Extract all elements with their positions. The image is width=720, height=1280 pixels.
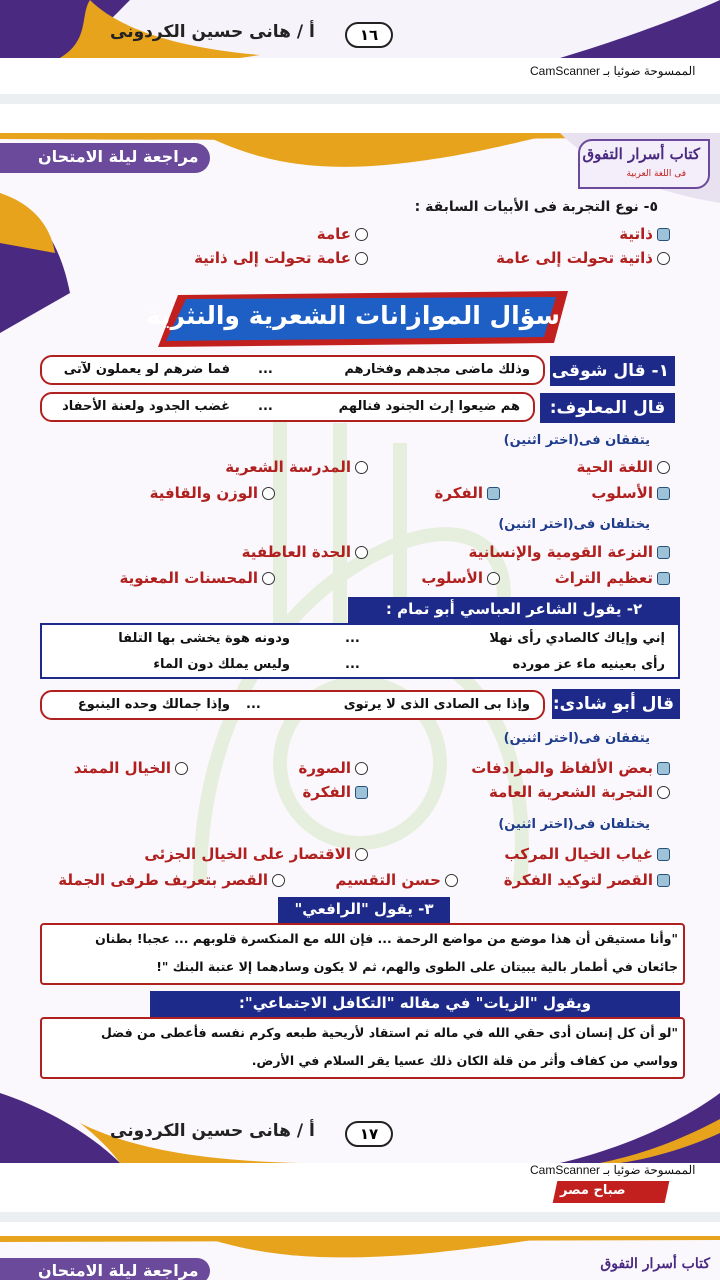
radio-checked-icon bbox=[657, 546, 670, 559]
abu-tammam-heading: ٢- يقول الشاعر العباسي أبو تمام : bbox=[348, 597, 680, 623]
maalouf-label: قال المعلوف: bbox=[540, 393, 675, 423]
radio-icon bbox=[355, 252, 368, 265]
shawqi-verse-first: وذلك ماضى مجدهم وفخارهم bbox=[344, 362, 530, 377]
radio-checked-icon bbox=[657, 228, 670, 241]
group1-agree-option-2[interactable]: المدرسة الشعرية bbox=[225, 458, 368, 476]
zayyat-line-1: "لو أن كل إنسان أدى حقي الله في ماله ثم استقاد لأريحية طبعه وكرم نفسه فأعطى من فضل bbox=[100, 1025, 678, 1040]
abu-tammam-line1-dots: ... bbox=[345, 631, 360, 646]
group2-agree-option-5[interactable]: الفكرة bbox=[303, 783, 368, 801]
page-gap-top bbox=[0, 94, 720, 104]
exam-review-page bbox=[0, 133, 720, 1163]
question-5: ٥- نوع التجربة فى الأبيات السابقة : bbox=[414, 199, 658, 215]
group1-differ-option-4[interactable]: الأسلوب bbox=[421, 569, 500, 587]
maalouf-verse-first: هم ضيعوا إرث الجنود فنالهم bbox=[338, 399, 520, 414]
previous-page-author: أ / هانى حسين الكردونى bbox=[110, 22, 315, 42]
camscanner-notice-bottom: الممسوحة ضوئيا بـ CamScanner bbox=[530, 1163, 696, 1177]
abu-tammam-line2-dots: ... bbox=[345, 657, 360, 672]
radio-icon bbox=[355, 228, 368, 241]
group2-differ-option-3[interactable]: القصر لتوكيد الفكرة bbox=[504, 871, 670, 889]
shawqi-verse-second: فما ضرهم لو يعملون لآتى bbox=[63, 362, 230, 377]
radio-checked-icon bbox=[657, 572, 670, 585]
next-header-label: مراجعة ليلة الامتحان bbox=[38, 1261, 199, 1280]
q5-option-2[interactable]: عامة bbox=[317, 225, 368, 243]
rafii-heading: ٣- يقول "الرافعي" bbox=[278, 897, 450, 923]
radio-icon bbox=[355, 762, 368, 775]
book-logo bbox=[578, 139, 710, 189]
group2-agree-option-1[interactable]: بعض الألفاظ والمرادفات bbox=[471, 759, 670, 777]
radio-icon bbox=[355, 546, 368, 559]
radio-icon bbox=[262, 572, 275, 585]
next-page-header bbox=[0, 1236, 720, 1280]
site-watermark-brand-b: مصر bbox=[560, 1183, 589, 1198]
site-watermark-brand-a: صباح bbox=[593, 1183, 626, 1198]
zayyat-heading: ويقول "الزيات" في مقاله "التكافل الاجتماعي": bbox=[150, 991, 680, 1017]
shawqi-label: ١- قال شوقى: bbox=[550, 356, 675, 386]
next-book-logo: كتاب أسرار التفوق bbox=[600, 1256, 710, 1272]
radio-checked-icon bbox=[657, 487, 670, 500]
footer-page-number: ١٧ bbox=[345, 1121, 393, 1147]
previous-page-footer bbox=[0, 0, 720, 58]
rafii-line-2: جائعان في أطمار بالية يبيتان على الطوى والهم، ثم لا يكون وسادهما إلا عتبة البنك "! bbox=[156, 959, 678, 974]
abu-shadi-verse-dots: ... bbox=[246, 697, 261, 712]
radio-icon bbox=[262, 487, 275, 500]
radio-checked-icon bbox=[657, 762, 670, 775]
group1-differ-option-2[interactable]: الحدة العاطفية bbox=[242, 543, 368, 561]
radio-icon bbox=[445, 874, 458, 887]
group1-agree-option-5[interactable]: الوزن والقافية bbox=[150, 484, 275, 502]
radio-icon bbox=[657, 461, 670, 474]
group1-differ-option-1[interactable]: النزعة القومية والإنسانية bbox=[468, 543, 670, 561]
group1-differ-label: يختلفان فى(اختر اثنين) bbox=[498, 517, 650, 532]
shawqi-verse-dots: ... bbox=[258, 362, 273, 377]
group1-agree-option-1[interactable]: اللغة الحية bbox=[577, 458, 671, 476]
radio-icon bbox=[272, 874, 285, 887]
group2-differ-label: يختلفان فى(اختر اثنين) bbox=[498, 817, 650, 832]
radio-icon bbox=[657, 252, 670, 265]
footer-author: أ / هانى حسين الكردونى bbox=[110, 1121, 315, 1141]
site-watermark-text bbox=[560, 1183, 626, 1198]
abu-tammam-line1-second: ودونه هوة يخشى بها التلفا bbox=[118, 631, 290, 646]
abu-tammam-line2-first: رأى بعينيه ماء عز مورده bbox=[512, 657, 665, 672]
maalouf-verse-second: غضب الجدود ولعنة الأحفاد bbox=[62, 399, 230, 414]
group2-differ-option-1[interactable]: غياب الخيال المركب bbox=[504, 845, 670, 863]
group2-differ-option-4[interactable]: حسن التقسيم bbox=[335, 871, 458, 889]
radio-icon bbox=[355, 848, 368, 861]
q5-option-3[interactable]: ذاتية تحولت إلى عامة bbox=[496, 249, 670, 267]
book-logo-subtitle: فى اللغة العربية bbox=[626, 169, 686, 179]
page-gap-bottom bbox=[0, 1212, 720, 1222]
radio-icon bbox=[657, 786, 670, 799]
section-banner-title: سؤال الموازانات الشعرية والنثرية bbox=[145, 301, 560, 330]
q5-option-1[interactable]: ذاتية bbox=[619, 225, 670, 243]
camscanner-notice-top: الممسوحة ضوئيا بـ CamScanner bbox=[530, 64, 696, 78]
book-logo-title: كتاب أسرار التفوق bbox=[582, 145, 700, 163]
group2-agree-option-4[interactable]: التجربة الشعرية العامة bbox=[489, 783, 670, 801]
group1-differ-option-5[interactable]: المحسنات المعنوية bbox=[119, 569, 275, 587]
previous-page-number: ١٦ bbox=[345, 22, 393, 48]
abu-shadi-verse-first: وإذا بى الصادى الذى لا يرتوى bbox=[343, 697, 530, 712]
abu-tammam-line1-first: إني وإياك كالصادي رأى نهلا bbox=[489, 631, 665, 646]
zayyat-line-2: وواسي من كفاف وأثر من قلة الكان ذلك عسيا يقر السلام في الأرض. bbox=[251, 1053, 678, 1068]
maalouf-verse-dots: ... bbox=[258, 399, 273, 414]
abu-tammam-line2-second: وليس يملك دون الماء bbox=[153, 657, 290, 672]
radio-checked-icon bbox=[657, 874, 670, 887]
radio-icon bbox=[487, 572, 500, 585]
radio-checked-icon bbox=[487, 487, 500, 500]
group2-differ-option-5[interactable]: القصر بتعريف طرفى الجملة bbox=[58, 871, 285, 889]
group2-differ-option-2[interactable]: الاقتصار على الخيال الجزئى bbox=[144, 845, 368, 863]
radio-icon bbox=[355, 461, 368, 474]
abu-shadi-label: قال أبو شادى: bbox=[552, 689, 680, 719]
group2-agree-label: يتفقان فى(اختر اثنين) bbox=[503, 731, 650, 746]
group2-agree-option-2[interactable]: الصورة bbox=[299, 759, 368, 777]
group1-differ-option-3[interactable]: تعظيم التراث bbox=[555, 569, 670, 587]
group1-agree-label: يتفقان فى(اختر اثنين) bbox=[503, 433, 650, 448]
header-label: مراجعة ليلة الامتحان bbox=[38, 147, 199, 166]
radio-checked-icon bbox=[355, 786, 368, 799]
group1-agree-option-3[interactable]: الأسلوب bbox=[591, 484, 670, 502]
abu-shadi-verse-second: وإذا جمالك وحده الينبوع bbox=[77, 697, 230, 712]
radio-checked-icon bbox=[657, 848, 670, 861]
group1-agree-option-4[interactable]: الفكرة bbox=[435, 484, 500, 502]
rafii-line-1: "وأنا مستيقن أن هذا موضع من مواضع الرحمة ... فإن الله مع المنكسرة قلوبهم ... عجبا! بطنان bbox=[95, 931, 678, 946]
q5-option-4[interactable]: عامة تحولت إلى ذاتية bbox=[194, 249, 368, 267]
radio-icon bbox=[175, 762, 188, 775]
group2-agree-option-3[interactable]: الخيال الممتد bbox=[74, 759, 188, 777]
